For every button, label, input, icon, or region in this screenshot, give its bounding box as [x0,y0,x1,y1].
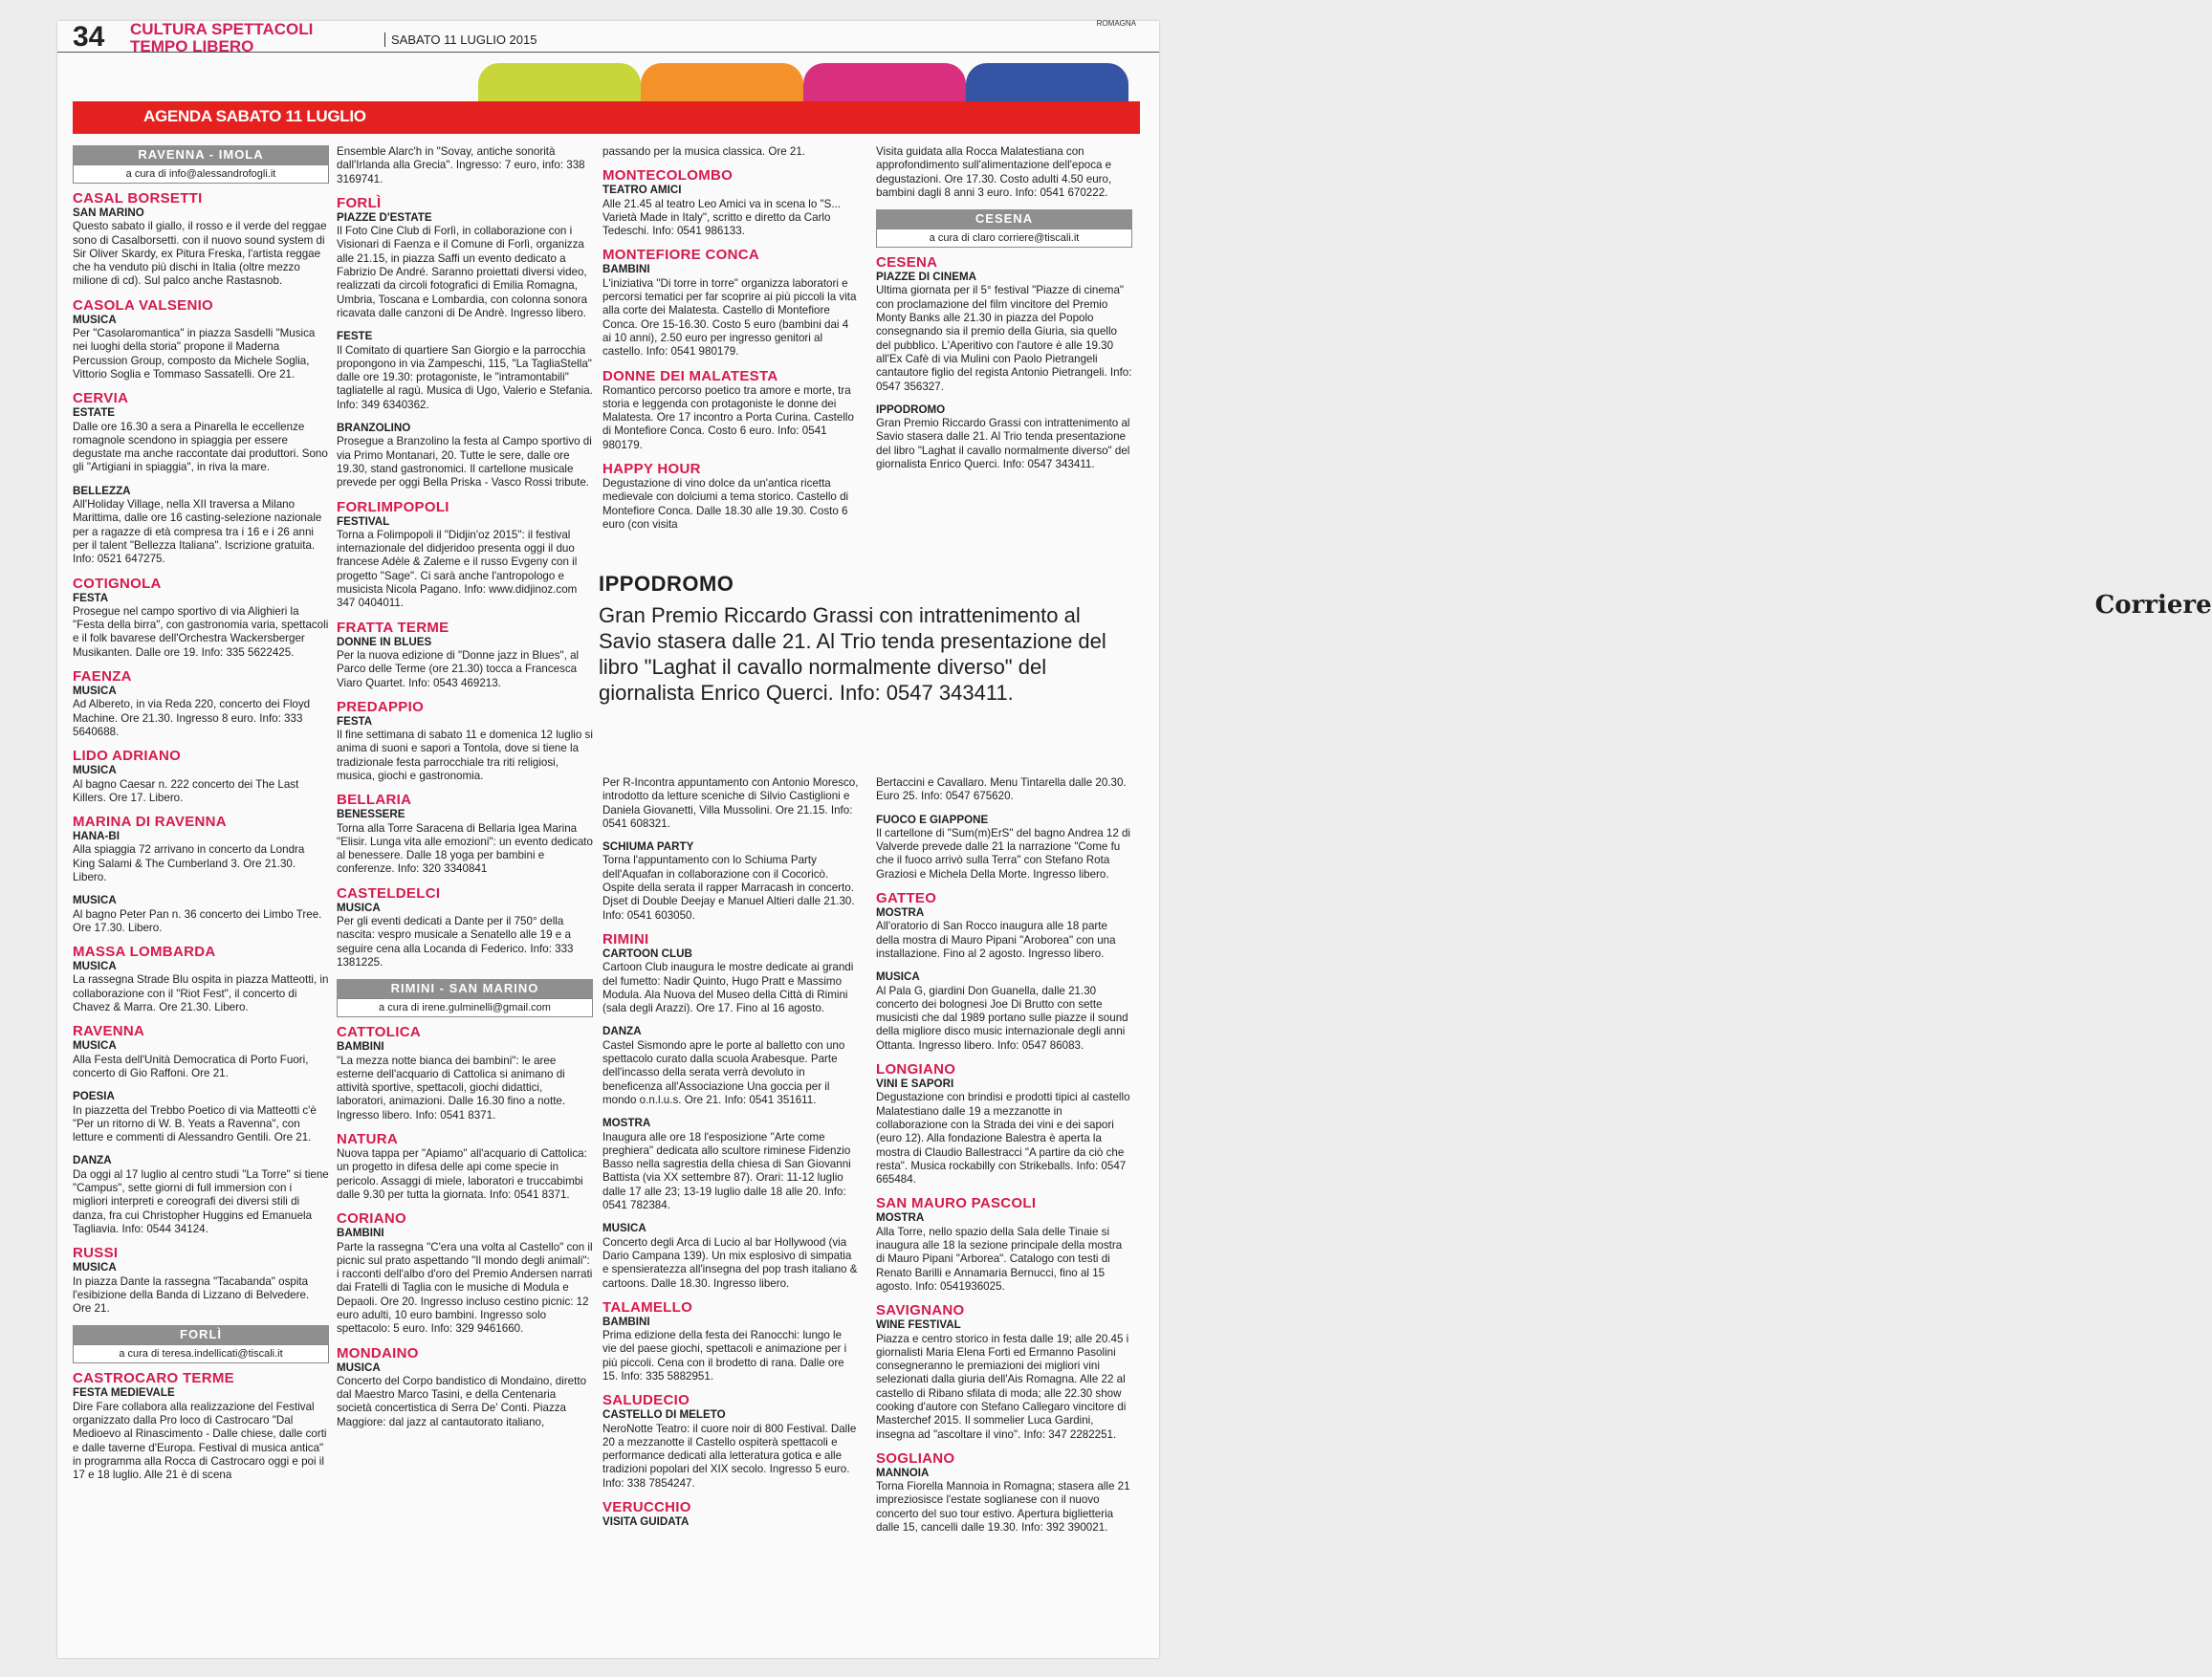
event-description: passando per la musica classica. Ore 21. [602,145,806,158]
event-entry [337,793,593,876]
event-description: Degustazione con brindisi e prodotti tipici al castello Malatestiano dalle 19 a mezzanotte in collaborazione con la Strada dei vini e dei sapori (euro 12). Alla fondazione Balestra è aperta la mostra di Claudio Ballestracci "A partire da ciò che resta". Musica rockabilly con Strikeballs. Info: 0547 665484. [876,1091,1130,1187]
event-entry [73,1246,329,1316]
event-entry [876,970,1132,1053]
event-location: FORLIMPOPOLI [337,498,449,515]
event-entry [337,700,593,783]
event-entry [876,814,1132,882]
event-location: FORLÌ [337,194,382,211]
event-description: Alla spiaggia 72 arrivano in concerto da Londra King Salami & The Cumberland 3. Ore 21.30. Libero. [73,843,305,883]
event-description: Gran Premio Riccardo Grassi con intrattenimento al Savio stasera dalle 21. Al Trio tenda presentazione del libro "Laghat il cavallo normalmente diverso" del giornalista Enrico Querci. Info: 0547 343411. [876,417,1130,471]
column-2 [337,145,593,1439]
event-category: DONNE IN BLUES [337,635,432,648]
event-category: SAN MARINO [73,207,144,219]
section-title-line1: CULTURA SPETTACOLI [130,20,314,38]
event-description: Per R-Incontra appuntamento con Antonio Moresco, introdotto da letture sceniche di Silvio Castiglioni e Daniela Giovanetti, Villa Mussolini. Ore 21.15. Info: 0541 608321. [602,776,859,830]
event-entry [73,749,329,805]
event-description: All'Holiday Village, nella XII traversa a Milano Marittima, dalle ore 16 casting-selezione nazionale per a ragazze di età compresa tra i 16 e i 26 anni per il talent "Bellezza Italiana". Iscrizione gratuita. Info: 0521 647275. [73,498,322,566]
event-location: MONTEFIORE CONCA [602,247,759,264]
event-location: CASTROCARO TERME [73,1370,234,1387]
event-description: Al bagno Peter Pan n. 36 concerto dei Limbo Tree. Ore 17.30. Libero. [73,907,322,934]
event-location: MONDAINO [337,1344,419,1361]
event-description: Dire Fare collabora alla realizzazione del Festival organizzato dalla Pro loco di Castrocaro "Dal Medioevo al Rinascimento - Dalle chiese, dalle corti e dalle taverne d'Europa. Festival di musica antica" in programma alla Rocca di Castrocaro oggi e poi il 17 e 18 luglio. Alle 21 è di scena [73,1400,327,1482]
event-description: Torna l'appuntamento con lo Schiuma Party dell'Aquafan in collaborazione con il Cocoricò. Ospite della serata il rapper Marracash in concerto. Djset di Double Deejay e Manuel Altieri dalle 21.30. Info: 0541 603050. [602,854,855,922]
issue-date: SABATO 11 LUGLIO 2015 [384,33,537,47]
event-description: Il Comitato di quartiere San Giorgio e la parrocchia propongono in via Zampeschi, 115, "La TagliaStella" dalle ore 19.30: protagoniste, le "intramontabili" tagliatelle al ragù. Musica di Ugo, Valerio e Stefania. Info: 349 6340362. [337,343,593,411]
event-category: BELLEZZA [73,484,131,497]
event-description: In piazzetta del Trebbo Poetico di via Matteotti c'è "Per un ritorno di W. B. Yeats a Ravenna", con letture e commenti di Alessandro Gentili. Ore 21. [73,1103,317,1144]
event-location: MARINA DI RAVENNA [73,814,227,831]
event-location: CASTELDELCI [337,884,441,902]
event-description: Cartoon Club inaugura le mostre dedicate ai grandi del fumetto: Nadir Quinto, Hugo Pratt e Massimo Modula. Ala Nuova del Museo della Città di Rimini (sala degli Arazzi). Ore 17. Fino al 16 agosto. [602,961,854,1015]
event-location: CERVIA [73,390,129,407]
list-col4-cesena [876,255,1132,471]
logo-text: Corriere [2094,591,2212,620]
event-location: FRATTA TERME [337,619,449,636]
event-entry [876,891,1132,961]
event-description: Concerto del Corpo bandistico di Mondaino, diretto dal Maestro Marco Tasini, e della Centenaria società concertistica di Serra De' Conti. Piazza Maggiore: dal jazz al cantautorato italiano, [337,1374,587,1428]
event-description: Il Foto Cine Club di Forlì, in collaborazione con i Visionari di Faenza e il Comune di Forlì, organizza alle 21.15, in piazza Saffi un evento dedicato a Fabrizio De André. Saranno proiettati diversi video, realizzati da circoli fotografici di Emilia Romagna, Umbria, Toscana e Lombardia, con colonna sonora ricavata dalle canzoni di De Andrè. Ingresso libero. [337,225,588,319]
event-description: Prima edizione della festa dei Ranocchi: lungo le vie del paese giochi, spettacoli e animazione per i più piccoli. Cena con il brodetto di rana. Dalle ore 15. Info: 335 5882951. [602,1329,847,1383]
event-entry [602,462,859,532]
event-location: LONGIANO [876,1061,956,1078]
event-category: MUSICA [73,894,117,907]
newspaper-logo [1096,19,2212,620]
column-4-bottom [876,776,1132,1544]
event-category: MUSICA [876,970,920,984]
event-category: BAMBINI [337,1040,384,1054]
event-location: CASAL BORSETTI [73,190,203,207]
list-col4-bottom [876,776,1132,1535]
event-location: SALUDECIO [602,1392,690,1409]
event-location: CESENA [876,254,938,272]
list-col1 [73,191,329,1316]
event-entry [337,1132,593,1202]
event-category: BAMBINI [602,263,650,276]
event-category: SCHIUMA PARTY [602,840,694,854]
event-category: BRANZOLINO [337,422,411,435]
event-description: Nuova tappa per "Apiamo" all'acquario di Cattolica: un progetto in difesa delle api come specie in pericolo. Assaggi di miele, laboratori e truccabimbi dalle 9.30 per tutta la giornata. Info: 0541 8371. [337,1147,587,1201]
event-entry [876,1303,1132,1442]
event-entry [337,422,593,490]
event-category: MUSICA [73,1261,117,1274]
event-entry [876,1062,1132,1187]
event-description: Il fine settimana di sabato 11 e domenica 12 luglio si anima di suoni e sapori a Tontola, dove si tiene la tradizionale festa parrocchiale tra riti religiosi, musica, giochi e gastronomia. [337,729,593,782]
event-entry [73,191,329,289]
event-description: NeroNotte Teatro: il cuore noir di 800 Festival. Dalle 20 a mezzanotte il Castello ospiterà spettacoli e performance dedicati alla letteratura gotica e alle tradizioni popolari del XIX secolo. Ingresso 5 euro. Info: 338 7854247. [602,1422,857,1490]
event-description: Ultima giornata per il 5° festival "Piazze di cinema" con proclamazione del film vincitore del Premio Monty Banks alle 21.30 in piazza del Popolo consegnando sia il premio della Giuria, sia quello del pubblico. L'Aperitivo con l'autore è alle 19.30 all'Ex Cafè di via Mulini con Paolo Pietrangeli cantautore figlio del regista Antonio Pietrangeli. Info: 0547 356327. [876,284,1132,393]
list-col4-top [876,145,1132,200]
event-entry [876,1196,1132,1294]
event-description: Romantico percorso poetico tra amore e morte, tra storia e leggenda con protagoniste le donne dei Malatesta. Ore 17 incontro a Porta Curina. Castello di Montefiore Conca. Costo 6 euro. Info: 0541 980179. [602,383,854,451]
header-rule [57,52,1159,53]
event-description: Visita guidata alla Rocca Malatestiana con approfondimento sull'alimentazione dell'epoca e degustazioni. Ore 17.30. Costo adulti 4.50 euro, bambini dagli 8 anni 3 euro. Info: 0541 670222. [876,145,1112,199]
event-description: Questo sabato il giallo, il rosso e il verde del reggae sono di Casalborsetti. con il nuovo sound system di Sir Oliver Skardy, ex Pitura Freska, l'artista reggae che ha venduto più dischi in Italia (oltre mezzo milione di cd). Sul palco anche Rastasnob. [73,220,327,288]
event-location: DONNE DEI MALATESTA [602,367,778,384]
event-entry [602,1393,859,1491]
event-category: IPPODROMO [876,403,946,416]
event-description: Alla Festa dell'Unità Democratica di Porto Fuori, concerto di Gio Raffoni. Ore 21. [73,1053,309,1079]
column-4-top [876,145,1132,481]
event-location: CORIANO [337,1210,406,1228]
list-col3-top [602,145,859,532]
section-title [130,21,313,55]
event-description: Per la nuova edizione di "Donne jazz in Blues", al Parco delle Terme (ore 21.30) tocca a Francesca Viaro Quartet. Info: 0543 469213. [337,648,580,689]
event-entry [602,840,859,923]
event-entry [73,298,329,381]
event-description: Ad Albereto, in via Reda 220, concerto dei Floyd Machine. Ore 21.30. Ingresso 8 euro. Info: 333 5640688. [73,698,311,738]
event-category: WINE FESTIVAL [876,1318,961,1332]
region-bar-rimini: RIMINI - SAN MARINO [337,979,593,998]
event-entry [602,1500,859,1529]
event-description: Per gli eventi dedicati a Dante per il 750° della nascita: vespro musicale a Senatello alle 19 e a seguire cena alla Locanda di Federico. Info: 333 1381225. [337,915,574,969]
list-col2-top [337,145,593,969]
agenda-banner [73,101,1140,134]
event-category: MUSICA [337,901,381,914]
column-1 [73,145,329,1492]
event-category: FESTE [337,330,373,343]
event-entry [73,894,329,935]
event-location: RAVENNA [73,1023,145,1040]
event-entry [602,1025,859,1107]
event-entry [73,815,329,884]
event-description: Bertaccini e Cavallaro. Menu Tintarella dalle 20.30. Euro 25. Info: 0547 675620. [876,776,1127,803]
event-description: Piazza e centro storico in festa dalle 19; alle 20.45 i giornalisti Maria Elena Forti ed Ermanno Pasolini consegneranno le premiazioni dei migliori vini selezionati dalla giuria dell'Ais Romagna. Alle 22 al castello di Ribano sfilata di moda; alle 22.30 show cooking d'autore con Stefano Callegaro vincitore di Masterchef 2015. Il sommelier Luca Gardini, insegna ad "ascoltare il vino". Info: 347 2282251. [876,1332,1129,1441]
event-entry [73,485,329,567]
event-category: MOSTRA [876,1211,925,1225]
region-bar-ravenna: RAVENNA - IMOLA [73,145,329,164]
event-description: Torna Fiorella Mannoia in Romagna; stasera alle 21 impreziosisce l'estate soglianese con il nuovo concerto del suo tour estivo. Apertura biglietteria dalle 15, cancelli dalle 19.30. Info: 392 390021. [876,1480,1130,1535]
event-location: RUSSI [73,1245,119,1262]
event-location: CASOLA VALSENIO [73,296,214,314]
event-category: PIAZZE D'ESTATE [337,210,432,224]
event-description: Degustazione di vino dolce da un'antica ricetta medievale con dolciumi a tema storico. Castello di Montefiore Conca. Dalle 18.30 alle 19.30. Costo 6 euro (con visita [602,477,849,531]
event-location: MONTECOLOMBO [602,167,734,185]
event-description: Prosegue a Branzolino la festa al Campo sportivo di via Primo Montanari, 20. Tutte le sere, dalle ore 19.30, stand gastronomici. Il cartellone musicale prevede per oggi Bella Priska - Vasco Rossi tribute. [337,435,592,490]
list-col3-bottom [602,776,859,1529]
curator-cesena: a cura di claro corriere@tiscali.it [876,229,1132,248]
event-description: Torna a Folimpopoli il "Didjin'oz 2015": il festival internazionale del didjeridoo presenta oggi il duo francese Adèle & Zaleme e il russo Evgeny con il progetto "Sage". Ci sarà anche l'antropologo e musicista Nicola Pagano. Info: www.didjinoz.com 347 0404011. [337,528,578,610]
event-entry [602,168,859,238]
event-category: FESTIVAL [337,514,390,528]
event-category: POESIA [73,1090,115,1103]
event-description: Dalle ore 16.30 a sera a Pinarella le eccellenze romagnole scendono in spiaggia per essere degustate ma anche raccontate dai produttori. Sono gli "Artigiani in spiaggia", in riva la mare. [73,420,328,474]
event-entry [73,1154,329,1236]
event-category: BENESSERE [337,808,405,821]
event-location: VERUCCHIO [602,1499,691,1516]
curator-rimini: a cura di irene.gulminelli@gmail.com [337,998,593,1017]
event-entry [337,1346,593,1429]
event-description: Ensemble Alarc'h in "Sovay, antiche sonorità dall'Irlanda alla Grecia". Ingresso: 7 euro, info: 338 3169741. [337,145,585,185]
event-location: RIMINI [602,930,649,947]
event-entry [337,621,593,690]
curator-forli: a cura di teresa.indellicati@tiscali.it [73,1344,329,1363]
event-category: DANZA [602,1025,642,1038]
event-description: Concerto degli Arca di Lucio al bar Hollywood (via Dario Campana 139). Un mix esplosivo di simpatia e spensieratezza all'insegna del pop trash italiano & cartoons. Dalle 18.30. Ingresso libero. [602,1235,858,1290]
list-col1-forli [73,1371,329,1482]
column-3-top [602,145,859,541]
zoom-heading: IPPODROMO [599,572,734,596]
event-category: ESTATE [73,406,116,420]
event-location: SAN MAURO PASCOLI [876,1195,1037,1212]
event-location: NATURA [337,1131,399,1148]
event-category: MUSICA [73,685,117,698]
event-location: CATTOLICA [337,1024,421,1041]
event-entry [73,391,329,474]
zoom-text: Gran Premio Riccardo Grassi con intrattenimento al Savio stasera dalle 21. Al Trio tenda presentazione del libro "Laghat il cavallo normalmente diverso" del giornalista Enrico Querci. Info: 0547 343411. [599,603,1106,705]
event-category: BAMBINI [337,1227,384,1240]
event-category: MUSICA [337,1361,381,1374]
section-title-line2: TEMPO LIBERO [130,37,254,55]
event-entry [602,1300,859,1383]
event-description: Il cartellone di "Sum(m)ErS" del bagno Andrea 12 di Valverde prevede dalle 21 la narrazione "Come fu che il fuoco arrivò sulla Terra" con Stefano Rota Graziosi e Michela Della Morte. Ingresso libero. [876,826,1131,881]
event-description: "La mezza notte bianca dei bambini": le aree esterne dell'acquario di Cattolica si animano di attività sportive, spettacoli, giochi didattici, laboratori, animazioni. Dalle 16.30 fino a notte. Ingresso libero. Info: 0541 8371. [337,1054,566,1122]
event-entry [337,1025,593,1122]
event-entry [876,255,1132,394]
event-description: Alla Torre, nello spazio della Sala delle Tinaie si inaugura alle 18 la sezione principale della mostra di Mauro Pipani "Arborea". Catalogo con testi di Renato Barilli e Annamaria Bernucci, fino al 15 agosto. Info: 0541936025. [876,1225,1123,1293]
page-number: 34 [73,21,105,53]
event-entry [337,886,593,969]
event-category: FESTA MEDIEVALE [73,1386,175,1400]
event-entry [602,1117,859,1212]
event-category: CARTOON CLUB [602,947,692,960]
zoom-insert [599,572,1115,706]
event-location: MASSA LOMBARDA [73,944,216,961]
event-category: FUOCO E GIAPPONE [876,813,989,826]
event-category: VISITA GUIDATA [602,1515,690,1529]
event-category: MOSTRA [602,1117,651,1130]
event-category: BAMBINI [602,1315,650,1328]
event-description: Alle 21.45 al teatro Leo Amici va in scena lo "S... Varietà Made in Italy", scritto e diretto da Carlo Tedeschi. Info: 0541 986133. [602,197,842,238]
event-entry [876,403,1132,471]
event-entry [73,945,329,1014]
event-description: Da oggi al 17 luglio al centro studi "La Torre" si tiene "Campus", sette giorni di full immersion con i migliori interpreti e coreografi dei diversi stili di danza, fra cui Christopher Huggins ed Emanuela Tagliavia. Info: 0544 34124. [73,1167,329,1235]
region-bar-forli: FORLÌ [73,1325,329,1344]
event-category: HANA-BI [73,830,120,843]
event-description: Castel Sismondo apre le porte al balletto con uno spettacolo curato dalla scuola Arabesque. Parte dell'incasso della serata verrà devoluto in beneficenza all'Associazione Una goccia per il mondo o.n.l.u.s. Ore 21. Info: 0541 351611. [602,1038,845,1106]
event-location: GATTEO [876,890,937,907]
event-entry [73,577,329,660]
event-category: FESTA [337,714,373,728]
event-description: L'iniziativa "Di torre in torre" organizza laboratori e percorsi tematici per far scoprire ai più piccoli la vita alla corte dei Malatesta. Castello di Montefiore Conca. Ore 15-16.30. Costo 5 euro (bambini dai 4 ai 10 anni), 2.50 euro per ingresso genitori al castello. Info: 0541 980179. [602,276,857,359]
event-description: Al Pala G, giardini Don Guanella, dalle 21.30 concerto dei bolognesi Joe Di Brutto con sette musicisti che dal 1989 portano sulle piazze il sound della migliore disco music internazionale degli anni Ottanta. Ingresso libero. Info: 0547 86083. [876,984,1128,1052]
event-entry [337,330,593,412]
event-description: All'oratorio di San Rocco inaugura alle 18 parte della mostra di Mauro Pipani "Aroborea" con una installazione. Fino al 2 agosto. Ingresso libero. [876,920,1116,960]
event-entry [73,1090,329,1144]
event-location: SOGLIANO [876,1449,955,1467]
event-category: FESTA [73,591,109,604]
event-category: MUSICA [602,1222,646,1235]
curator-ravenna: a cura di info@alessandrofogli.it [73,164,329,184]
logo-subtitle: ROMAGNA [1096,19,1136,28]
event-entry [73,1371,329,1482]
agenda-title: AGENDA SABATO 11 LUGLIO [143,107,366,125]
event-location: LIDO ADRIANO [73,748,182,765]
event-category: CASTELLO DI MELETO [602,1408,726,1422]
event-description: Parte la rassegna "C'era una volta al Castello" con il picnic sul prato aspettando "Il mondo degli animali": i racconti dell'albo d'oro del Premio Andersen narrati dai Fratelli di Taglia con le musiche di Modula e Depaoli. Ore 20. Ingresso incluso cestino picnic: 12 euro adulti, 10 euro bambini. Ingresso solo spettacolo: 5 euro. Info: 329 9461660. [337,1240,593,1336]
event-entry [73,1024,329,1080]
event-category: MUSICA [73,313,117,326]
region-bar-cesena: CESENA [876,209,1132,229]
column-3-bottom [602,776,859,1538]
event-description: Torna alla Torre Saracena di Bellaria Igea Marina "Elisir. Lunga vita alle emozioni": un evento dedicato al benessere. Dalle 18 yoga per bambini e conferenze. Info: 320 3340841 [337,821,593,876]
event-entry [876,776,1132,804]
event-category: MUSICA [73,1039,117,1053]
event-category: PIAZZE DI CINEMA [876,271,976,284]
event-description: Al bagno Caesar n. 222 concerto dei The Last Killers. Ore 17. Libero. [73,777,299,804]
event-entry [876,145,1132,200]
event-location: HAPPY HOUR [602,461,701,478]
event-location: PREDAPPIO [337,698,425,715]
event-description: Per "Casolaromantica" in piazza Sasdelli "Musica nei luoghi della storia" propone il Maderna Percussion Group, composto da Michele Soglia, Vittorio Soglia e Tommaso Sassatelli. Ore 21. [73,327,316,381]
event-category: MUSICA [73,764,117,777]
event-entry [602,369,859,452]
event-description: Prosegue nel campo sportivo di via Alighieri la "Festa della birra", con gastronomia varia, spettacoli e il folk bavarese dell'Orchestra Wackersberger Musikanten. Dalle ore 19. Info: 335 5622425. [73,604,329,659]
event-location: FAENZA [73,668,132,686]
event-location: COTIGNOLA [73,575,162,592]
event-category: MUSICA [73,960,117,973]
event-entry [602,1222,859,1290]
event-category: DANZA [73,1154,112,1167]
event-location: SAVIGNANO [876,1302,965,1319]
event-description: La rassegna Strade Blu ospita in piazza Matteotti, in collaborazione con il "Riot Fest", il concerto di Chavez & Marra. Ore 21.30. Libero. [73,973,329,1014]
event-entry [602,776,859,831]
event-category: MANNOIA [876,1466,930,1479]
event-entry [337,145,593,186]
event-description: Inaugura alle ore 18 l'esposizione "Arte come preghiera" dedicata allo scultore riminese Fidenzio Basso nella sagrestia della chiesa di San Giovanni Battista (via XX settembre 87). Orari: 11-12 luglio dalle 17 alle 23; 13-19 luglio dalle 18 alle 20. Info: 0541 782384. [602,1130,851,1212]
event-category: MOSTRA [876,906,925,920]
event-category: VINI E SAPORI [876,1078,954,1091]
event-entry [602,145,859,159]
list-col2-rimini [337,1025,593,1429]
event-description: In piazza Dante la rassegna "Tacabanda" ospita l'esibizione della Banda di Lizzano di Belvedere. Ore 21. [73,1274,310,1316]
event-category: TEATRO AMICI [602,184,682,197]
event-entry [337,196,593,320]
event-entry [337,1211,593,1336]
event-entry [602,248,859,359]
event-entry [73,669,329,739]
event-entry [876,1451,1132,1535]
event-entry [337,500,593,611]
event-entry [602,932,859,1015]
event-location: TALAMELLO [602,1298,693,1316]
event-location: BELLARIA [337,792,412,809]
